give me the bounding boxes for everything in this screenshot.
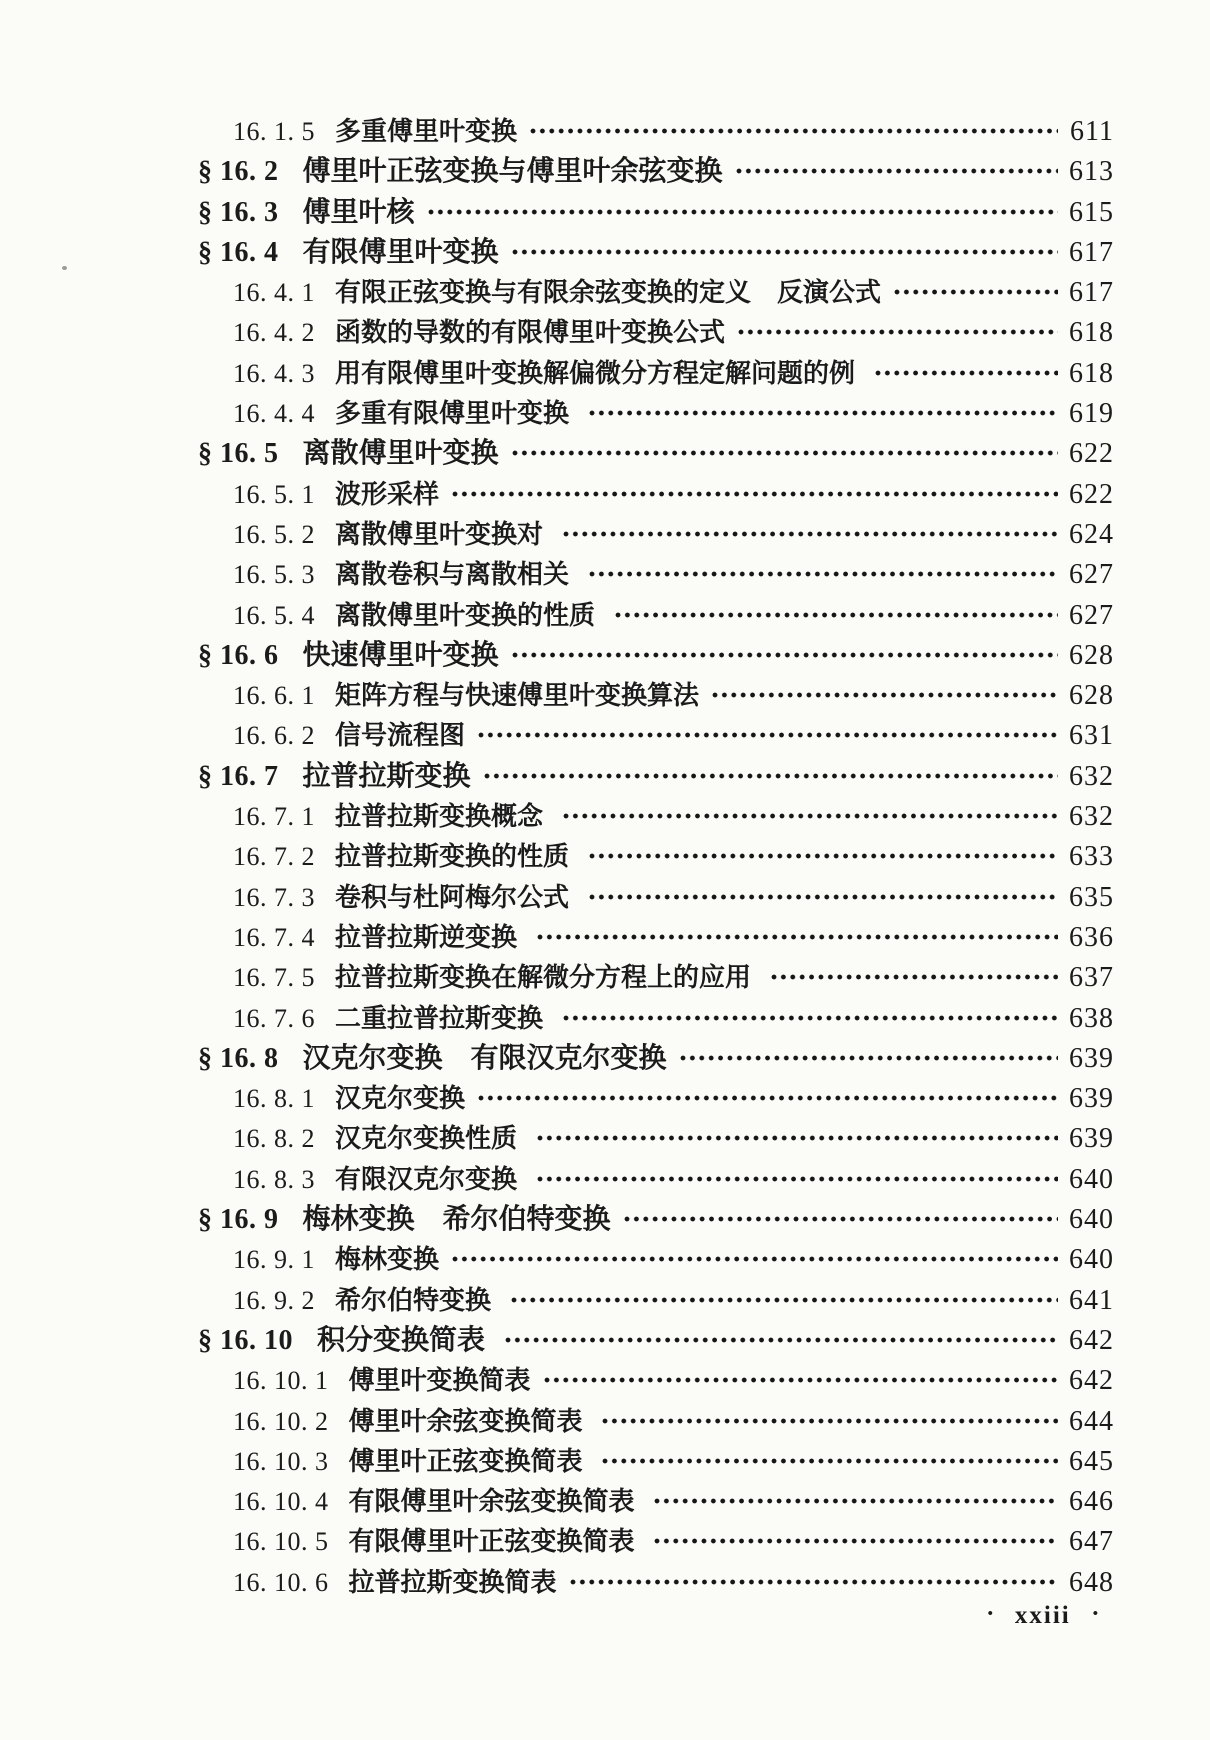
- toc-entry-page: 648: [1069, 1566, 1114, 1598]
- dot-leader: [543, 1376, 1058, 1384]
- toc-entry-number: § 16. 6: [198, 639, 279, 671]
- toc-entry-number: 16. 10. 3: [233, 1446, 329, 1476]
- dot-leader: [588, 893, 1058, 901]
- toc-entry-number: § 16. 8: [198, 1042, 279, 1074]
- toc-entry-title: 傅里叶余弦变换简表: [348, 1406, 590, 1436]
- toc-entry-title: 离散傅里叶变换的性质: [335, 600, 602, 630]
- toc-entry-title: 拉普拉斯逆变换: [335, 922, 524, 952]
- toc-entry-page: 642: [1069, 1365, 1114, 1397]
- dot-leader: [653, 1537, 1058, 1545]
- toc-entry-number: § 16. 5: [198, 438, 279, 470]
- toc-entry-title: 傅里叶正弦变换与傅里叶余弦变换: [302, 156, 723, 188]
- toc-entry-title: 信号流程图: [335, 721, 466, 751]
- toc-entry-page: 624: [1069, 518, 1114, 550]
- toc-entry-page: 617: [1069, 277, 1114, 309]
- toc-entry-title: 拉普拉斯变换简表: [348, 1567, 557, 1597]
- dot-leader: [511, 651, 1058, 659]
- toc-entry-number: 16. 8. 3: [233, 1164, 315, 1194]
- toc-entry: [0, 1160, 1210, 1200]
- toc-entry-number: 16. 10. 1: [233, 1366, 329, 1396]
- toc-entry-number: 16. 7. 2: [233, 842, 315, 872]
- toc-entry: [0, 1442, 1210, 1482]
- toc-entry: [0, 1079, 1210, 1119]
- toc-entry-page: 635: [1069, 881, 1114, 913]
- toc-entry: [0, 233, 1210, 273]
- dot-leader: [529, 127, 1058, 135]
- toc-entry-number: 16. 10. 4: [233, 1487, 329, 1517]
- toc-entry-title: 积分变换简表: [317, 1324, 493, 1356]
- toc-entry: [0, 1361, 1210, 1401]
- dot-leader: [483, 772, 1058, 780]
- toc-entry: [0, 354, 1210, 394]
- toc-entry-title: 二重拉普拉斯变换: [335, 1003, 550, 1033]
- toc-entry-page: 622: [1069, 438, 1114, 470]
- dot-leader: [451, 1255, 1058, 1263]
- toc-entry-number: 16. 4. 4: [233, 399, 315, 429]
- toc-entry-number: 16. 8. 1: [233, 1084, 315, 1114]
- dot-leader: [893, 288, 1058, 296]
- toc-entry-title: 傅里叶正弦变换简表: [348, 1446, 590, 1476]
- toc-entry-number: 16. 5. 4: [233, 600, 315, 630]
- toc-entry-page: 636: [1069, 921, 1114, 953]
- toc-entry-number: § 16. 2: [198, 156, 279, 188]
- toc-entry-page: 618: [1069, 357, 1114, 389]
- toc-entry: [0, 1281, 1210, 1321]
- dot-leader: [735, 167, 1058, 175]
- toc-entry-page: 628: [1069, 639, 1114, 671]
- toc-entry: [0, 999, 1210, 1039]
- dot-leader: [653, 1497, 1058, 1505]
- dot-leader: [504, 1336, 1058, 1344]
- toc-entry-number: 16. 9. 1: [233, 1245, 315, 1275]
- toc-entry: [0, 837, 1210, 877]
- toc-entry-page: 627: [1069, 599, 1114, 631]
- toc-entry: [0, 636, 1210, 676]
- toc-entry-title: 离散卷积与离散相关: [335, 560, 576, 590]
- toc-entry: [0, 1200, 1210, 1240]
- toc-entry-number: 16. 4. 2: [233, 318, 315, 348]
- folio-number: xxiii: [1014, 1602, 1071, 1629]
- toc-entry-number: 16. 7. 6: [233, 1003, 315, 1033]
- toc-entry-page: 646: [1069, 1486, 1114, 1518]
- toc-entry: [0, 1482, 1210, 1522]
- toc-entry-page: 644: [1069, 1405, 1114, 1437]
- dot-leader: [477, 1094, 1058, 1102]
- toc-entry-number: 16. 7. 1: [233, 802, 315, 832]
- toc-entry-number: § 16. 3: [198, 196, 279, 228]
- toc-entry-page: 641: [1069, 1284, 1114, 1316]
- toc-entry-page: 639: [1069, 1123, 1114, 1155]
- toc-entry: [0, 716, 1210, 756]
- toc-entry-number: 16. 7. 3: [233, 882, 315, 912]
- dot-leader: [737, 328, 1058, 336]
- toc-entry-number: 16. 6. 2: [233, 721, 315, 751]
- toc-entry-title: 傅里叶变换简表: [348, 1366, 531, 1396]
- toc-entry-title: 多重傅里叶变换: [335, 117, 518, 146]
- toc-entry: [0, 878, 1210, 918]
- toc-entry: [0, 434, 1210, 474]
- toc-entry-page: 632: [1069, 801, 1114, 833]
- toc-entry-title: 汉克尔变换 有限汉克尔变换: [302, 1042, 667, 1074]
- toc-entry-title: 有限傅里叶正弦变换简表: [348, 1527, 642, 1557]
- toc-entry-page: 628: [1069, 680, 1114, 712]
- dot-leader: [588, 409, 1058, 417]
- dot-leader: [770, 973, 1058, 981]
- toc-entry-page: 637: [1069, 962, 1114, 994]
- folio-left-dot: •: [987, 1606, 993, 1622]
- toc-entry: [0, 112, 1210, 152]
- folio-right-dot: •: [1092, 1606, 1098, 1622]
- toc-entry-number: 16. 4. 1: [233, 278, 315, 308]
- toc-entry-page: 622: [1069, 478, 1114, 510]
- dot-leader: [562, 530, 1058, 538]
- toc-entry: [0, 676, 1210, 716]
- toc-entry: [0, 1039, 1210, 1079]
- toc-entry-title: 有限正弦变换与有限余弦变换的定义 反演公式: [335, 278, 882, 308]
- toc-entry: [0, 596, 1210, 636]
- dot-leader: [536, 1175, 1058, 1183]
- toc-entry-title: 梅林变换 希尔伯特变换: [302, 1204, 611, 1236]
- toc-entry: [0, 313, 1210, 353]
- dot-leader: [623, 1215, 1058, 1223]
- toc-entry-title: 快速傅里叶变换: [302, 639, 499, 671]
- dot-leader: [536, 1134, 1058, 1142]
- toc-entry-title: 拉普拉斯变换概念: [335, 802, 550, 832]
- toc-entry-page: 640: [1069, 1244, 1114, 1276]
- toc-entry: [0, 918, 1210, 958]
- page-folio: [988, 1598, 1210, 1634]
- toc-entry: [0, 1402, 1210, 1442]
- toc-entry-number: 16. 5. 1: [233, 479, 315, 509]
- dot-leader: [510, 1296, 1058, 1304]
- toc-entry-title: 有限傅里叶余弦变换简表: [348, 1487, 642, 1517]
- dot-leader: [588, 852, 1058, 860]
- toc-entry: [0, 394, 1210, 434]
- toc-entry-number: 16. 8. 2: [233, 1124, 315, 1154]
- toc-entry-number: 16. 10. 5: [233, 1527, 329, 1557]
- toc-entry-number: 16. 1. 5: [233, 117, 315, 146]
- toc-entry: [0, 475, 1210, 515]
- toc-entry-number: 16. 6. 1: [233, 681, 315, 711]
- toc-entry-title: 多重有限傅里叶变换: [335, 399, 576, 429]
- table-of-contents: [0, 112, 1210, 1603]
- toc-entry: [0, 555, 1210, 595]
- toc-entry: [0, 1522, 1210, 1562]
- toc-entry-page: 627: [1069, 559, 1114, 591]
- dot-leader: [562, 812, 1058, 820]
- toc-entry: [0, 1240, 1210, 1280]
- toc-entry: [0, 273, 1210, 313]
- dot-leader: [601, 1457, 1058, 1465]
- toc-entry: [0, 152, 1210, 192]
- toc-entry-title: 傅里叶核: [302, 196, 415, 228]
- toc-entry-title: 有限傅里叶变换: [302, 236, 499, 268]
- toc-entry-page: 633: [1069, 841, 1114, 873]
- toc-entry-title: 梅林变换: [335, 1245, 440, 1275]
- toc-entry-page: 639: [1069, 1042, 1114, 1074]
- toc-entry-page: 645: [1069, 1445, 1114, 1477]
- dot-leader: [679, 1054, 1058, 1062]
- toc-entry-title: 拉普拉斯变换在解微分方程上的应用: [335, 963, 758, 993]
- toc-entry-title: 拉普拉斯变换: [302, 760, 471, 792]
- dot-leader: [711, 691, 1058, 699]
- toc-entry-number: 16. 7. 4: [233, 922, 315, 952]
- toc-entry-page: 639: [1069, 1083, 1114, 1115]
- toc-entry: [0, 797, 1210, 837]
- toc-entry-page: 619: [1069, 398, 1114, 430]
- toc-entry-page: 617: [1069, 236, 1114, 268]
- toc-entry-number: 16. 7. 5: [233, 963, 315, 993]
- toc-entry-page: 642: [1069, 1324, 1114, 1356]
- toc-entry-title: 离散傅里叶变换对: [335, 519, 550, 549]
- toc-entry: [0, 757, 1210, 797]
- toc-entry-title: 拉普拉斯变换的性质: [335, 842, 576, 872]
- toc-entry-number: 16. 5. 2: [233, 519, 315, 549]
- toc-entry-number: § 16. 4: [198, 236, 279, 268]
- toc-entry-title: 汉克尔变换性质: [335, 1124, 524, 1154]
- toc-entry-title: 汉克尔变换: [335, 1084, 466, 1114]
- toc-entry-page: 640: [1069, 1163, 1114, 1195]
- dot-leader: [427, 208, 1058, 216]
- toc-entry: [0, 515, 1210, 555]
- toc-entry: [0, 193, 1210, 233]
- dot-leader: [562, 1014, 1058, 1022]
- toc-entry-number: 16. 4. 3: [233, 358, 315, 388]
- toc-entry: [0, 958, 1210, 998]
- toc-entry-title: 有限汉克尔变换: [335, 1164, 524, 1194]
- toc-entry: [0, 1119, 1210, 1159]
- dot-leader: [536, 933, 1058, 941]
- toc-entry-title: 函数的导数的有限傅里叶变换公式: [335, 318, 726, 348]
- dot-leader: [614, 611, 1058, 619]
- toc-entry-page: 631: [1069, 720, 1114, 752]
- toc-entry-page: 640: [1069, 1204, 1114, 1236]
- toc-entry-page: 611: [1070, 116, 1114, 147]
- dot-leader: [477, 731, 1058, 739]
- toc-entry-page: 632: [1069, 760, 1114, 792]
- toc-entry: [0, 1321, 1210, 1361]
- toc-entry-title: 卷积与杜阿梅尔公式: [335, 882, 576, 912]
- dot-leader: [588, 570, 1058, 578]
- toc-entry-page: 618: [1069, 317, 1114, 349]
- toc-entry-number: § 16. 10: [198, 1324, 293, 1356]
- toc-entry-page: 638: [1069, 1002, 1114, 1034]
- dot-leader: [451, 490, 1058, 498]
- dot-leader: [601, 1417, 1058, 1425]
- toc-entry-title: 用有限傅里叶变换解偏微分方程定解问题的例: [335, 358, 862, 388]
- toc-entry-number: 16. 10. 6: [233, 1567, 329, 1597]
- dot-leader: [511, 449, 1058, 457]
- dot-leader: [874, 369, 1058, 377]
- toc-entry-number: 16. 5. 3: [233, 560, 315, 590]
- toc-entry-number: 16. 9. 2: [233, 1285, 315, 1315]
- toc-entry-page: 613: [1069, 156, 1114, 188]
- toc-entry-title: 波形采样: [335, 479, 440, 509]
- toc-entry-title: 离散傅里叶变换: [302, 438, 499, 470]
- toc-entry-number: § 16. 7: [198, 760, 279, 792]
- toc-entry-title: 矩阵方程与快速傅里叶变换算法: [335, 681, 700, 711]
- toc-entry: [0, 1563, 1210, 1603]
- toc-entry-number: 16. 10. 2: [233, 1406, 329, 1436]
- toc-entry-title: 希尔伯特变换: [335, 1285, 498, 1315]
- dot-leader: [569, 1578, 1058, 1586]
- toc-entry-number: § 16. 9: [198, 1204, 279, 1236]
- dot-leader: [511, 248, 1058, 256]
- toc-entry-page: 615: [1069, 196, 1114, 228]
- toc-entry-page: 647: [1069, 1526, 1114, 1558]
